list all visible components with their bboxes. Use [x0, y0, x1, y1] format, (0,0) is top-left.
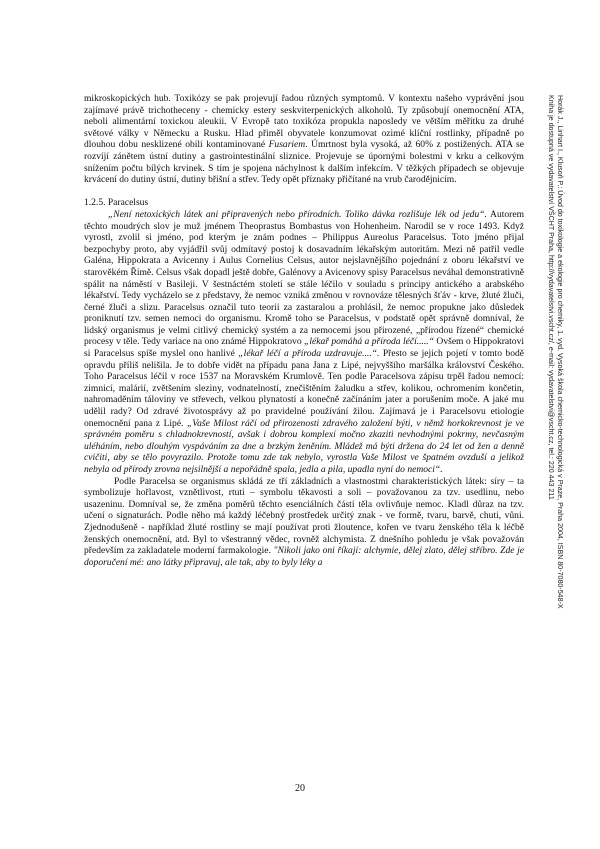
paragraph-paracelsus: „Není netoxických látek ani připravených nebo přírodních. Toliko dávka rozlišuje lék od jedu“. Autorem těchto moudrých slov je muž jménem Theoprastus Bombastus von Hohenheim. Narodil se v roce 1493. Když vyrostl, zvolil si jméno, pod kterým je znám podnes – Philippus Aureolus Paracelsus. Toto jméno přijal bezpochyby proto, aby vyjádřil svůj odmítavý postoj k dosavadním lékařským autoritám. Mezi ně patřil vedle Galéna, Hippokrata a Avicenny i Aulus Cornelius Celsus, autor nejslavnějšího pojednání z oboru lékařství ve starověkém Římě. Celsus však dopadl ještě dobře, Galénovy a Avicenovy spisy Paracelsus neváhal demonstrativně spálit na náměstí v Basileji. V šestnáctém století se stále léčilo v souladu s principy antického a arabského lékařství. Tedy vycházelo se z představy, že nemoc vzniká změnou v rovnováze tělesných šťáv - krve, žluté žluči, černé žluči a slizu. Paracelsus označil tuto teorii za zastaralou a prohlásil, že nemoc propukne jako důsledek proniknutí tzv. semen nemoci do organismu. Kromě toho se Paracelsus, v podstatě opět správně domníval, že lidský organismus je velmi citlivý chemický systém a za nemocemi jsou přirozené, „přírodou řízené“ chemické procesy v těle. Tedy variace na ono známé Hippokratovo „lékař pomáhá a příroda léčí.....“ Ovšem o Hippokratovi si Paracelsus spíše myslel ono hanlivé „lékař léčí a příroda uzdravuje....“. Přesto se jejich pojetí v tomto bodě opravdu příliš nelišila. Je to dobře vidět na případu pana Jana z Lipé, nejvyššího maršálka království Českého. Toho Paracelsus léčil v roce 1537 na Moravském Krumlově. Ten podle Paracelsova zápisu trpěl řadou nemocí: zimnicí, malárií, zvětšením sleziny, vodnatelností, znečištěním žaludku a střev, kolikou, ochromením končetin, nahromaděním táloviny ve střevech, velkou plynatostí a konečně začínáním jater a porušením moče. A jaké mu udělil rady? Od zdravé životosprávy až po pravidelné používání žilou. Zajímavá je i Paracelsovu etiologie onemocnění pana z Lipé. „Vaše Milost ráčí od přirozenosti zdravého založení býti, v němž horkokrevnost je ve správném poměru s chladnokrevností, avšak i dobrou komplexí močno zkaziti nevhodnými pokrmy, nevčasným uléháním, nebo dlouhým vyspáváním za dne a brzkým ženěním. Mládež má býti držena do 24 let od žen a denně cvičiti, aby se tělo povyrazilo. Protože tomu zde tak nebylo, vyrostla Vaše Milost ve špatném ovzduší a jelikož nebyla od přírody zrovna nejsilnější a nepořádně spala, jedla a pila, upadla nyní do nemoci“.	[84, 208, 525, 475]
citation-line-2: Kniha je dostupná ve vydavatelství VŠCHT Praha, http://vydavatelstvi.vscht.cz/, e-mail: vydavatelstvi@vscht.cz, tel.: 220 443 211	[547, 95, 555, 500]
side-citation	[538, 95, 564, 675]
page-number: 20	[295, 783, 305, 794]
fusarium-term: Fusariem	[268, 139, 306, 151]
citation-line-1: Horák J., Linhart I., Klusoň P.: Úvod do toxikologie a ekologie pro chemiky, 1. vyd. Vysoká škola chemicko-technologická v Praze, Praha 2004, ISBN 80-7080-548-X	[556, 95, 564, 609]
quote-dose: „Není netoxických látek ani připravených nebo přírodních. Toliko dávka rozlišuje lék od jedu“.	[108, 208, 487, 220]
section-heading: 1.2.5. Paracelsus	[84, 197, 149, 209]
quote-alchemy: "Nikoli jako oni říkají: alchymie, dělej zlato, dělej stříbro. Zde je doporučení mé: ano látky připravuj, ale tak, aby to byly léky a	[84, 545, 524, 568]
quote-hippocrates: „lékař pomáhá a příroda léčí.....“	[304, 336, 435, 348]
body-text	[84, 93, 524, 568]
quote-etiology: „Vaše Milost ráčí od přirozenosti zdravého založení býti, v němž horkokrevnost je ve správném poměru s chladnokrevností, avšak i dobrou komplexí močno zkaziti nevhodnými pokrmy, nevčasným uléháním, nebo dlouhým vyspáváním za dne a brzkým ženěním. Mládež má býti držena do 24 let od žen a denně cvičiti, aby se tělo povyrazilo. Protože tomu zde tak nebylo, vyrostla Vaše Milost ve špatném ovzduší a jelikož nebyla od přírody zrovna nejsilnější a nepořádně spala, jedla a pila, upadla nyní do nemoci“.	[84, 417, 524, 475]
quote-derisive: „lékař léčí a příroda uzdravuje....“.	[238, 348, 380, 360]
paragraph-signatures: Podle Paracelsa se organismus skládá ze tří základních a vlastnostmi charakteristických látek: síry – ta symbolizuje hořlavost, vznětlivost, rtuti – symbolu těkavosti a soli – považovanou za tzv. usedlinu, nebo usazeninu. Domníval se, že změna poměrů těchto esenciálních částí těla ovlivňuje nemoc. Kladl důraz na tzv. učení o signaturách. Podle něho má každý léčebný prostředek určitý znak - ve formě, tvaru, barvě, chuti, vůni. Zjednodušeně - například žluté rostliny se mají používat proti žloutence, kořen ve tvaru ženského těla k léčbě ženských onemocnění, atd. Byl to všestranný vědec, rovněž alchymista. Z dnešního pohledu je však považován především za zakladatele moderní farmakologie. "Nikoli jako oni říkají: alchymie, dělej zlato, dělej stříbro. Zde je doporučení mé: ano látky připravuj, ale tak, aby to byly léky a	[84, 475, 524, 568]
paragraph-ata: mikroskopických hub. Toxikózy se pak projevují řadou různých symptomů. V kontextu našeho vyprávění jsou zajímavé právě trichotheceny - chemicky estery seskviterpenických alkoholů. Ty způsobují onemocnění ATA, neboli alimentární toxickou aleukii. V Evropě tato toxikóza propukla naposledy ve větším měřítku za druhé světové války v Německu a Rusku. Hlad přiměl obyvatele konzumovat ozimé klíční rostlinky, případně po dlouhou dobu nesklizené obilí kontaminované Fusariem. Úmrtnost byla vysoká, až 60% z postižených. ATA se rozvíjí zánětem ústní dutiny a gastrointestinální sliznice. Projevuje se úpornými bolestmi v krku a celkovým snížením počtu bílých krvinek. S tím je spojena náchylnost k dalším infekcím. V těžkých případech se objevuje krvácení do dutiny ústní, dutiny břišní a střev. Tedy opět příznaky přičítané na vrub čarodějnicím.	[84, 93, 524, 186]
